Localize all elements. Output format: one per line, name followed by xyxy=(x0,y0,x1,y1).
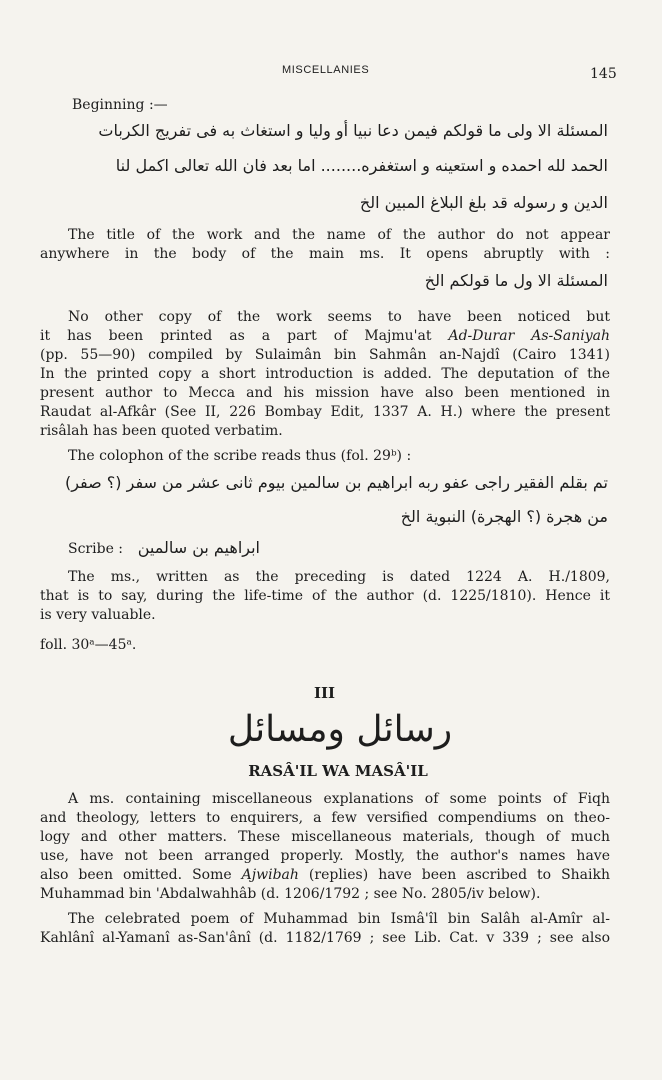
arabic-opening-line-1: المسئلة الا ولى ما قولكم فيمن دعا نبيا أو وليا و استغاث به فى تفريج الكربات xyxy=(98,121,608,140)
colophon-intro: The colophon of the scribe reads thus (fol. 29ᵇ) : xyxy=(68,448,412,464)
p4-line-6: Muhammad bin 'Abdalwahhâb (d. 1206/1792 ; see No. 2805/iv below). xyxy=(40,886,541,902)
scribe-name-arabic: ابراهيم بن سالمين xyxy=(137,538,260,557)
p5-line-2: Kahlânî al-Yamanî as-San'ânî (d. 1182/1769 ; see Lib. Cat. v 339 ; see also xyxy=(40,930,610,946)
arabic-colophon-line-1: تم بقلم الفقير راجى عفو ربه ابراهيم بن سالمين بيوم ثانى عشر من سفر (؟ صفر) xyxy=(64,473,608,492)
p4-line-4: use, have not been arranged properly. Mostly, the author's names have xyxy=(40,848,610,864)
p1-line-1: The title of the work and the name of the author do not appear xyxy=(68,227,610,243)
running-title: MISCELLANIES xyxy=(282,64,370,76)
p5-line-1: The celebrated poem of Muhammad bin Ismâ'îl bin Salâh al-Amîr al- xyxy=(68,911,610,927)
folio-range: foll. 30ᵃ—45ᵃ. xyxy=(40,637,137,653)
p2-line-7: risâlah has been quoted verbatim. xyxy=(40,423,283,439)
p2-line-1: No other copy of the work seems to have been noticed but xyxy=(68,309,610,325)
p3-line-3: is very valuable. xyxy=(40,607,156,623)
p4-line-1: A ms. containing miscellaneous explanations of some points of Fiqh xyxy=(68,791,610,807)
p4-line-5: also been omitted. Some Ajwibah (replies) have been ascribed to Shaikh xyxy=(40,867,610,883)
p3-line-2: that is to say, during the life-time of the author (d. 1225/1810). Hence it xyxy=(40,588,610,604)
p4-line-3: logy and other matters. These miscellaneous materials, though of much xyxy=(40,829,610,845)
p2-line-5: present author to Mecca and his mission have also been mentioned in xyxy=(40,385,610,401)
p2-line-6: Raudat al-Afkâr (See II, 226 Bombay Edit, 1337 A. H.) where the present xyxy=(40,404,610,420)
arabic-incipit: المسئلة الا ول ما قولكم الخ xyxy=(424,271,608,290)
arabic-opening-line-2: الحمد لله احمده و استعينه و استغفره........ اما بعد فان الله تعالى اكمل لنا xyxy=(115,156,608,175)
section-arabic-title: رسائل ومسائل xyxy=(227,709,453,750)
beginning-label: Beginning :— xyxy=(72,97,168,113)
page-number: 145 xyxy=(590,66,617,82)
arabic-colophon-line-2: من هجرة (؟ الهجرة) النبوية الخ xyxy=(400,507,608,526)
section-title: RASÂ'IL WA MASÂ'IL xyxy=(248,762,428,780)
p3-line-1: The ms., written as the preceding is dated 1224 A. H./1809, xyxy=(68,569,610,585)
arabic-opening-line-3: الدين و رسوله قد بلغ البلاغ المبين الخ xyxy=(359,193,608,212)
scribe-label: Scribe : xyxy=(68,541,124,557)
p4-line-2: and theology, letters to enquirers, a few versified compendiums on theo- xyxy=(40,810,610,826)
p1-line-2: anywhere in the body of the main ms. It opens abruptly with : xyxy=(40,246,610,262)
p2-line-3: (pp. 55—90) compiled by Sulaimân bin Sahmân an-Najdî (Cairo 1341) xyxy=(40,347,610,363)
section-number: III xyxy=(314,684,336,702)
p2-line-2: it has been printed as a part of Majmu'at Ad-Durar As-Saniyah xyxy=(40,328,610,344)
p2-line-4: In the printed copy a short introduction is added. The deputation of the xyxy=(40,366,610,382)
